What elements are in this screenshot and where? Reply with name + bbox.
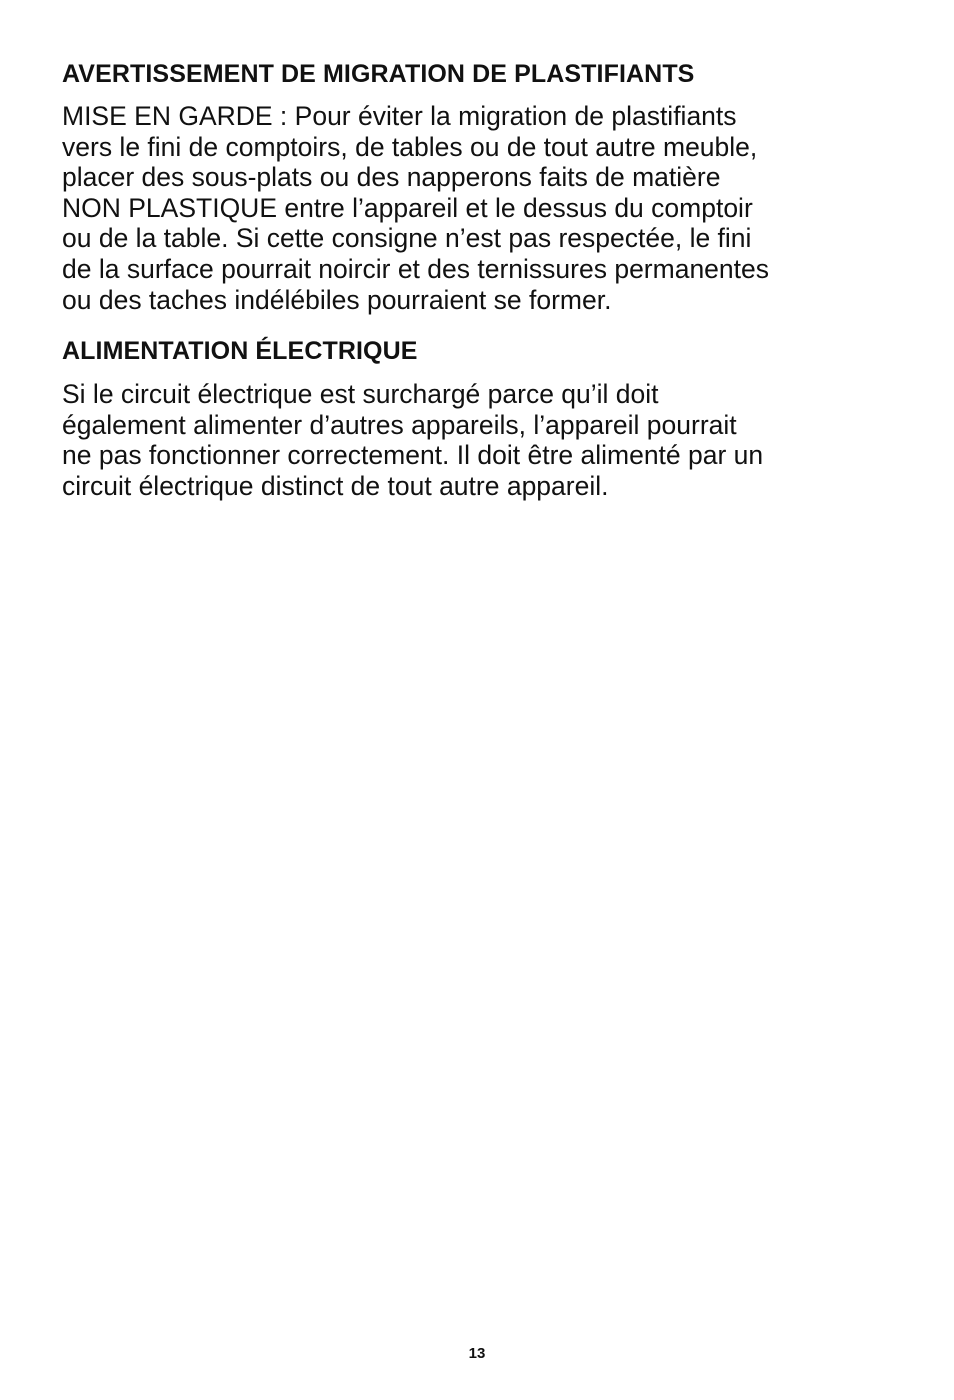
section-body-plasticizer-warning: MISE EN GARDE : Pour éviter la migration de plastifiants vers le fini de comptoirs, de tables ou de tout autre meuble, placer des sous-plats ou des napperons faits de matière NON PLASTIQUE entre l’appareil et le dessus du comptoir ou de la table. Si cette consigne n’est pas respectée, le fini de la surface pourrait noircir et des ternissures permanentes ou des taches indélébiles pourraient se former. (62, 101, 770, 315)
page-number: 13 (468, 1345, 486, 1362)
section-heading-plasticizer-warning: AVERTISSEMENT DE MIGRATION DE PLASTIFIANTS (62, 60, 695, 88)
section-body-electrical-power: Si le circuit électrique est surchargé parce qu’il doit également alimenter d’autres appareils, l’appareil pourrait ne pas fonctionner correctement. Il doit être alimenté par un circuit électrique distinct de tout autre appareil. (62, 379, 764, 501)
section-heading-electrical-power: ALIMENTATION ÉLECTRIQUE (62, 337, 418, 365)
